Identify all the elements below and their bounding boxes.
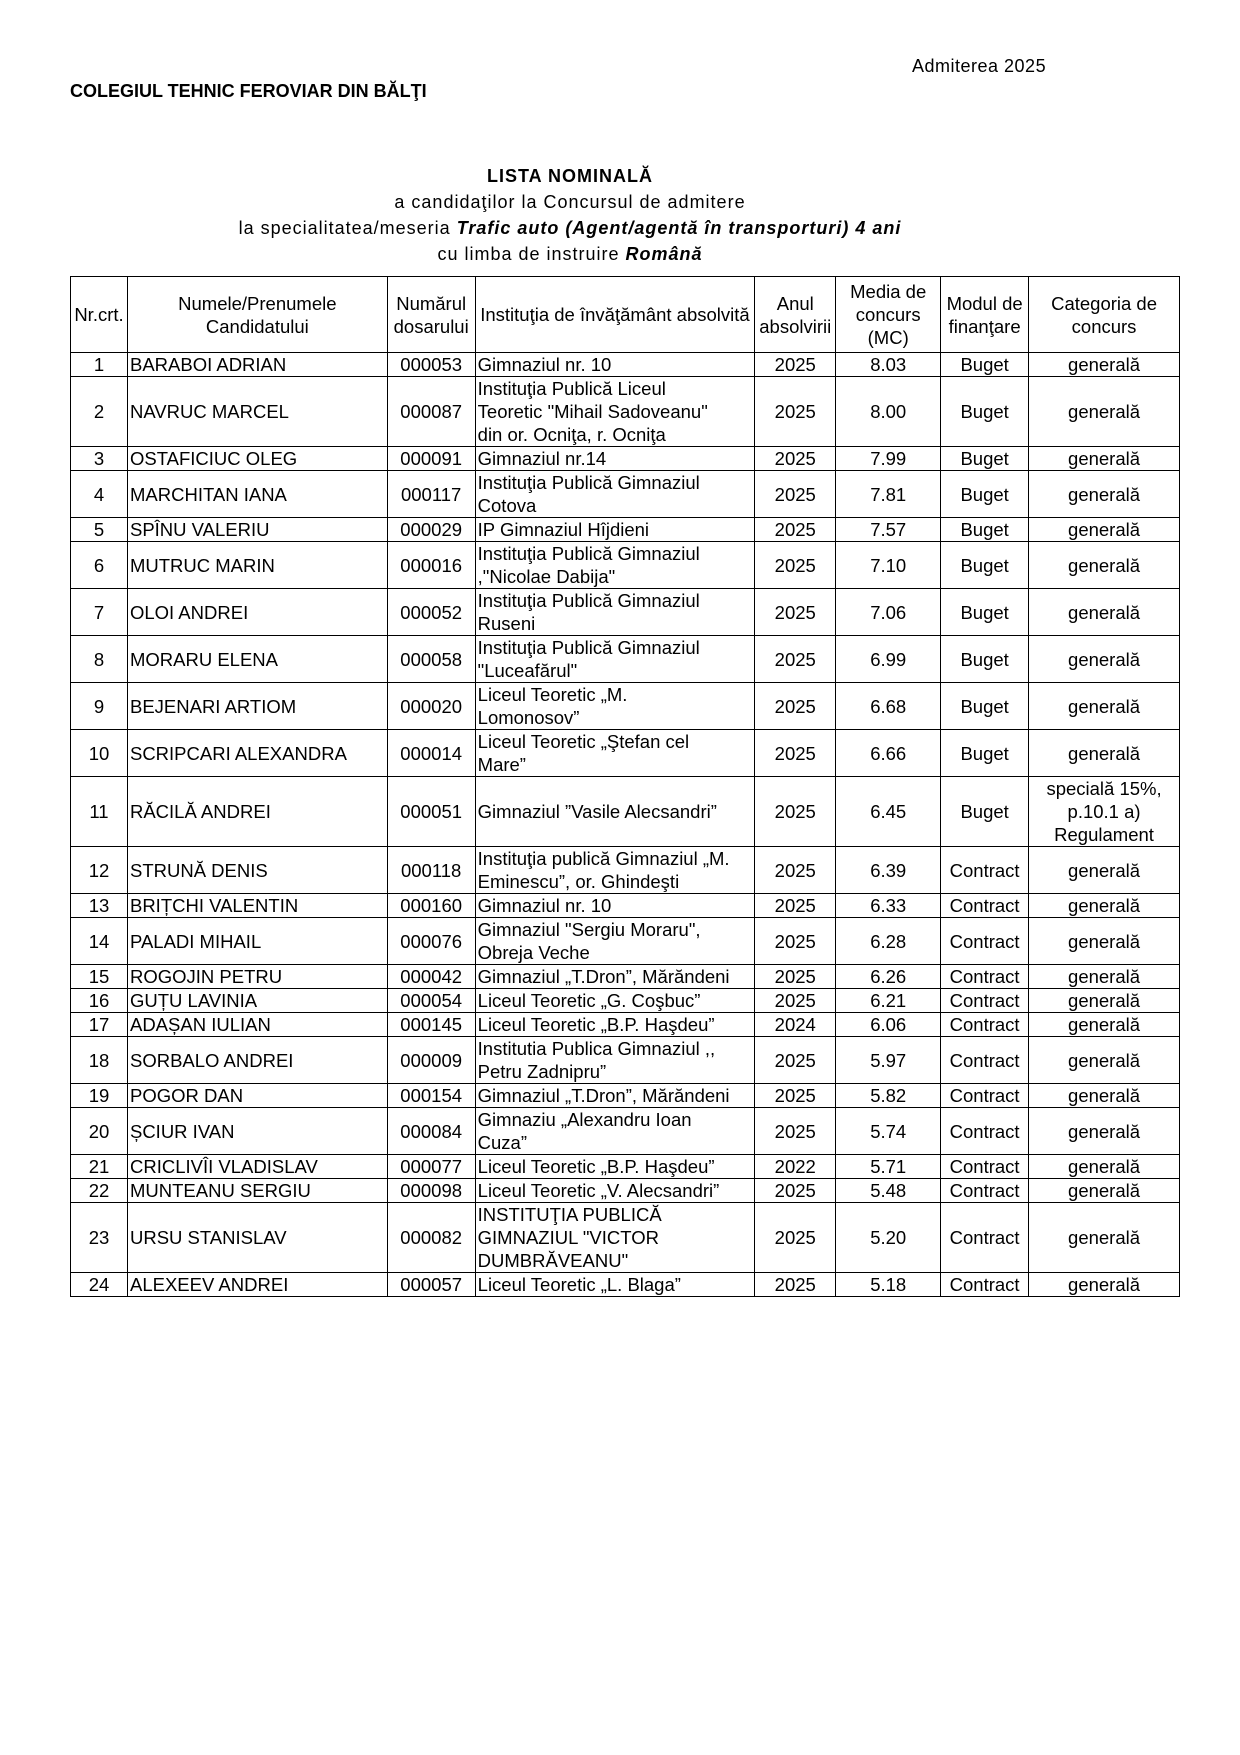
cell-institution: Institutia Publica Gimnaziul ,, Petru Zadnipru” bbox=[475, 1037, 755, 1084]
cell-year: 2025 bbox=[755, 965, 836, 989]
cell-year: 2025 bbox=[755, 847, 836, 894]
cell-year: 2025 bbox=[755, 777, 836, 847]
cell-nr: 5 bbox=[71, 518, 128, 542]
cell-financing: Contract bbox=[941, 847, 1029, 894]
cell-nr: 2 bbox=[71, 377, 128, 447]
cell-financing: Contract bbox=[941, 1179, 1029, 1203]
language-prefix: cu limba de instruire bbox=[437, 244, 626, 264]
cell-year: 2025 bbox=[755, 471, 836, 518]
cell-institution: Gimnaziul nr. 10 bbox=[475, 894, 755, 918]
cell-nr: 6 bbox=[71, 542, 128, 589]
table-row bbox=[71, 1108, 1180, 1155]
cell-dosar: 000029 bbox=[387, 518, 475, 542]
cell-nr: 4 bbox=[71, 471, 128, 518]
cell-dosar: 000082 bbox=[387, 1203, 475, 1273]
cell-nr: 23 bbox=[71, 1203, 128, 1273]
cell-year: 2025 bbox=[755, 730, 836, 777]
cell-year: 2025 bbox=[755, 589, 836, 636]
cell-year: 2025 bbox=[755, 1037, 836, 1084]
cell-year: 2025 bbox=[755, 542, 836, 589]
cell-category: generală bbox=[1029, 377, 1180, 447]
cell-name: SPÎNU VALERIU bbox=[127, 518, 387, 542]
table-row bbox=[71, 353, 1180, 377]
cell-institution: Liceul Teoretic „B.P. Haşdeu” bbox=[475, 1155, 755, 1179]
table-row bbox=[71, 1273, 1180, 1297]
cell-institution: Liceul Teoretic „Ştefan cel Mare” bbox=[475, 730, 755, 777]
cell-year: 2022 bbox=[755, 1155, 836, 1179]
table-row bbox=[71, 683, 1180, 730]
cell-nr: 24 bbox=[71, 1273, 128, 1297]
cell-category: generală bbox=[1029, 518, 1180, 542]
cell-dosar: 000042 bbox=[387, 965, 475, 989]
cell-nr: 10 bbox=[71, 730, 128, 777]
cell-name: SORBALO ANDREI bbox=[127, 1037, 387, 1084]
cell-name: RĂCILĂ ANDREI bbox=[127, 777, 387, 847]
cell-category: generală bbox=[1029, 589, 1180, 636]
cell-category: generală bbox=[1029, 353, 1180, 377]
cell-category: generală bbox=[1029, 730, 1180, 777]
table-row bbox=[71, 377, 1180, 447]
language-line bbox=[0, 241, 1140, 267]
cell-media: 6.99 bbox=[836, 636, 941, 683]
cell-institution: Gimnaziul „T.Dron”, Mărăndeni bbox=[475, 1084, 755, 1108]
table-header-row bbox=[71, 277, 1180, 353]
cell-financing: Buget bbox=[941, 777, 1029, 847]
table-row bbox=[71, 589, 1180, 636]
cell-nr: 8 bbox=[71, 636, 128, 683]
cell-financing: Contract bbox=[941, 1108, 1029, 1155]
table-row bbox=[71, 447, 1180, 471]
cell-nr: 14 bbox=[71, 918, 128, 965]
cell-year: 2025 bbox=[755, 1084, 836, 1108]
table-row bbox=[71, 965, 1180, 989]
cell-financing: Buget bbox=[941, 518, 1029, 542]
cell-institution: Liceul Teoretic „V. Alecsandri” bbox=[475, 1179, 755, 1203]
cell-dosar: 000076 bbox=[387, 918, 475, 965]
cell-dosar: 000160 bbox=[387, 894, 475, 918]
cell-name: NAVRUC MARCEL bbox=[127, 377, 387, 447]
cell-media: 6.39 bbox=[836, 847, 941, 894]
cell-category: generală bbox=[1029, 1273, 1180, 1297]
cell-name: OSTAFICIUC OLEG bbox=[127, 447, 387, 471]
cell-category: generală bbox=[1029, 1179, 1180, 1203]
cell-dosar: 000009 bbox=[387, 1037, 475, 1084]
table-row bbox=[71, 777, 1180, 847]
cell-nr: 20 bbox=[71, 1108, 128, 1155]
header-name: Numele/Prenumele Candidatului bbox=[127, 277, 387, 353]
cell-category: generală bbox=[1029, 1084, 1180, 1108]
cell-dosar: 000058 bbox=[387, 636, 475, 683]
table-row bbox=[71, 1155, 1180, 1179]
cell-nr: 11 bbox=[71, 777, 128, 847]
cell-nr: 22 bbox=[71, 1179, 128, 1203]
cell-name: BARABOI ADRIAN bbox=[127, 353, 387, 377]
cell-institution: Instituţia Publică Liceul Teoretic "Mihail Sadoveanu" din or. Ocniţa, r. Ocniţa bbox=[475, 377, 755, 447]
cell-institution: Gimnaziul nr.14 bbox=[475, 447, 755, 471]
cell-media: 8.03 bbox=[836, 353, 941, 377]
cell-media: 6.28 bbox=[836, 918, 941, 965]
cell-institution: Liceul Teoretic „B.P. Haşdeu” bbox=[475, 1013, 755, 1037]
cell-dosar: 000145 bbox=[387, 1013, 475, 1037]
cell-category: generală bbox=[1029, 918, 1180, 965]
cell-media: 6.68 bbox=[836, 683, 941, 730]
cell-financing: Buget bbox=[941, 447, 1029, 471]
cell-institution: Instituţia Publică Gimnaziul ,"Nicolae Dabija" bbox=[475, 542, 755, 589]
cell-dosar: 000091 bbox=[387, 447, 475, 471]
cell-dosar: 000084 bbox=[387, 1108, 475, 1155]
cell-year: 2025 bbox=[755, 1108, 836, 1155]
cell-nr: 7 bbox=[71, 589, 128, 636]
table-row bbox=[71, 894, 1180, 918]
cell-dosar: 000154 bbox=[387, 1084, 475, 1108]
cell-dosar: 000020 bbox=[387, 683, 475, 730]
cell-financing: Contract bbox=[941, 1203, 1029, 1273]
cell-media: 5.97 bbox=[836, 1037, 941, 1084]
cell-media: 6.33 bbox=[836, 894, 941, 918]
table-row bbox=[71, 1179, 1180, 1203]
cell-institution: INSTITUŢIA PUBLICĂ GIMNAZIUL "VICTOR DUMBRĂVEANU" bbox=[475, 1203, 755, 1273]
cell-name: ȘCIUR IVAN bbox=[127, 1108, 387, 1155]
cell-name: CRICLIVÎI VLADISLAV bbox=[127, 1155, 387, 1179]
cell-dosar: 000098 bbox=[387, 1179, 475, 1203]
cell-name: ROGOJIN PETRU bbox=[127, 965, 387, 989]
cell-name: MUNTEANU SERGIU bbox=[127, 1179, 387, 1203]
cell-institution: Instituţia Publică Gimnaziul "Luceafărul" bbox=[475, 636, 755, 683]
cell-dosar: 000051 bbox=[387, 777, 475, 847]
cell-year: 2025 bbox=[755, 377, 836, 447]
cell-media: 5.20 bbox=[836, 1203, 941, 1273]
cell-institution: Liceul Teoretic „L. Blaga” bbox=[475, 1273, 755, 1297]
cell-nr: 9 bbox=[71, 683, 128, 730]
cell-year: 2025 bbox=[755, 1203, 836, 1273]
cell-category: generală bbox=[1029, 471, 1180, 518]
cell-year: 2025 bbox=[755, 894, 836, 918]
cell-media: 5.82 bbox=[836, 1084, 941, 1108]
cell-category: generală bbox=[1029, 965, 1180, 989]
cell-financing: Contract bbox=[941, 918, 1029, 965]
table-row bbox=[71, 989, 1180, 1013]
table-row bbox=[71, 730, 1180, 777]
cell-year: 2025 bbox=[755, 989, 836, 1013]
cell-dosar: 000053 bbox=[387, 353, 475, 377]
cell-name: ADAȘAN IULIAN bbox=[127, 1013, 387, 1037]
cell-nr: 1 bbox=[71, 353, 128, 377]
header-nr: Nr.crt. bbox=[71, 277, 128, 353]
header-financing: Modul de finanţare bbox=[941, 277, 1029, 353]
specialty-line bbox=[0, 215, 1140, 241]
specialty-prefix: la specialitatea/meseria bbox=[238, 218, 457, 238]
table-row bbox=[71, 1037, 1180, 1084]
cell-financing: Buget bbox=[941, 636, 1029, 683]
cell-category: generală bbox=[1029, 1108, 1180, 1155]
table-row bbox=[71, 471, 1180, 518]
cell-financing: Contract bbox=[941, 965, 1029, 989]
cell-media: 7.10 bbox=[836, 542, 941, 589]
cell-name: STRUNĂ DENIS bbox=[127, 847, 387, 894]
cell-name: MARCHITAN IANA bbox=[127, 471, 387, 518]
table-row bbox=[71, 636, 1180, 683]
cell-institution: Instituţia publică Gimnaziul „M. Eminescu”, or. Ghindeşti bbox=[475, 847, 755, 894]
specialty-name: Trafic auto (Agent/agentă în transporturi) 4 ani bbox=[456, 218, 902, 238]
cell-financing: Buget bbox=[941, 542, 1029, 589]
cell-financing: Buget bbox=[941, 683, 1029, 730]
cell-name: MORARU ELENA bbox=[127, 636, 387, 683]
document-title: LISTA NOMINALĂ bbox=[487, 166, 653, 186]
document-subtitle: a candidaţilor la Concursul de admitere bbox=[394, 192, 746, 212]
cell-nr: 13 bbox=[71, 894, 128, 918]
table-row bbox=[71, 1013, 1180, 1037]
cell-name: MUTRUC MARIN bbox=[127, 542, 387, 589]
cell-financing: Contract bbox=[941, 894, 1029, 918]
cell-financing: Buget bbox=[941, 589, 1029, 636]
cell-dosar: 000117 bbox=[387, 471, 475, 518]
header-year: Anul absolvirii bbox=[755, 277, 836, 353]
cell-media: 7.57 bbox=[836, 518, 941, 542]
header-category: Categoria de concurs bbox=[1029, 277, 1180, 353]
cell-dosar: 000057 bbox=[387, 1273, 475, 1297]
cell-institution: Instituţia Publică Gimnaziul Cotova bbox=[475, 471, 755, 518]
cell-media: 5.48 bbox=[836, 1179, 941, 1203]
cell-category: generală bbox=[1029, 847, 1180, 894]
cell-media: 5.74 bbox=[836, 1108, 941, 1155]
cell-name: GUȚU LAVINIA bbox=[127, 989, 387, 1013]
cell-name: SCRIPCARI ALEXANDRA bbox=[127, 730, 387, 777]
cell-nr: 19 bbox=[71, 1084, 128, 1108]
cell-dosar: 000118 bbox=[387, 847, 475, 894]
table-row bbox=[71, 1203, 1180, 1273]
cell-media: 5.71 bbox=[836, 1155, 941, 1179]
cell-dosar: 000087 bbox=[387, 377, 475, 447]
cell-category: generală bbox=[1029, 1037, 1180, 1084]
cell-year: 2025 bbox=[755, 1179, 836, 1203]
cell-media: 6.26 bbox=[836, 965, 941, 989]
cell-year: 2025 bbox=[755, 353, 836, 377]
cell-dosar: 000052 bbox=[387, 589, 475, 636]
cell-financing: Buget bbox=[941, 471, 1029, 518]
cell-name: URSU STANISLAV bbox=[127, 1203, 387, 1273]
cell-financing: Contract bbox=[941, 1155, 1029, 1179]
cell-financing: Contract bbox=[941, 989, 1029, 1013]
table-row bbox=[71, 1084, 1180, 1108]
cell-year: 2025 bbox=[755, 918, 836, 965]
cell-year: 2025 bbox=[755, 447, 836, 471]
cell-nr: 15 bbox=[71, 965, 128, 989]
cell-financing: Contract bbox=[941, 1084, 1029, 1108]
cell-institution: Gimnaziul „T.Dron”, Mărăndeni bbox=[475, 965, 755, 989]
cell-dosar: 000016 bbox=[387, 542, 475, 589]
cell-name: ALEXEEV ANDREI bbox=[127, 1273, 387, 1297]
institution-name: COLEGIUL TEHNIC FEROVIAR DIN BĂLŢI bbox=[70, 81, 427, 101]
cell-category: generală bbox=[1029, 542, 1180, 589]
cell-category: generală bbox=[1029, 1203, 1180, 1273]
cell-financing: Buget bbox=[941, 353, 1029, 377]
cell-media: 8.00 bbox=[836, 377, 941, 447]
cell-category: generală bbox=[1029, 1155, 1180, 1179]
header-media: Media de concurs (MC) bbox=[836, 277, 941, 353]
cell-nr: 3 bbox=[71, 447, 128, 471]
cell-category: generală bbox=[1029, 989, 1180, 1013]
cell-name: PALADI MIHAIL bbox=[127, 918, 387, 965]
cell-category: generală bbox=[1029, 894, 1180, 918]
cell-institution: Liceul Teoretic „M. Lomonosov” bbox=[475, 683, 755, 730]
cell-institution: Gimnaziul ”Vasile Alecsandri” bbox=[475, 777, 755, 847]
cell-dosar: 000054 bbox=[387, 989, 475, 1013]
header-institution: Instituţia de învăţământ absolvită bbox=[475, 277, 755, 353]
cell-media: 7.99 bbox=[836, 447, 941, 471]
table-row bbox=[71, 518, 1180, 542]
cell-institution: Gimnaziul "Sergiu Moraru", Obreja Veche bbox=[475, 918, 755, 965]
cell-media: 6.06 bbox=[836, 1013, 941, 1037]
cell-name: POGOR DAN bbox=[127, 1084, 387, 1108]
cell-financing: Buget bbox=[941, 377, 1029, 447]
table-body bbox=[71, 353, 1180, 1297]
table-row bbox=[71, 542, 1180, 589]
cell-media: 6.66 bbox=[836, 730, 941, 777]
cell-year: 2024 bbox=[755, 1013, 836, 1037]
cell-financing: Contract bbox=[941, 1037, 1029, 1084]
cell-nr: 16 bbox=[71, 989, 128, 1013]
cell-category: generală bbox=[1029, 1013, 1180, 1037]
cell-media: 5.18 bbox=[836, 1273, 941, 1297]
cell-nr: 12 bbox=[71, 847, 128, 894]
cell-media: 6.45 bbox=[836, 777, 941, 847]
cell-category: generală bbox=[1029, 683, 1180, 730]
cell-financing: Contract bbox=[941, 1273, 1029, 1297]
cell-institution: Gimnaziu „Alexandru Ioan Cuza” bbox=[475, 1108, 755, 1155]
header-dosar: Numărul dosarului bbox=[387, 277, 475, 353]
admission-year-label: Admiterea 2025 bbox=[912, 56, 1047, 76]
table-row bbox=[71, 918, 1180, 965]
cell-nr: 17 bbox=[71, 1013, 128, 1037]
cell-name: OLOI ANDREI bbox=[127, 589, 387, 636]
document-title-block bbox=[0, 163, 1140, 267]
cell-institution: Instituţia Publică Gimnaziul Ruseni bbox=[475, 589, 755, 636]
cell-category: generală bbox=[1029, 636, 1180, 683]
cell-financing: Contract bbox=[941, 1013, 1029, 1037]
cell-media: 7.81 bbox=[836, 471, 941, 518]
cell-financing: Buget bbox=[941, 730, 1029, 777]
table-row bbox=[71, 847, 1180, 894]
cell-year: 2025 bbox=[755, 636, 836, 683]
cell-media: 7.06 bbox=[836, 589, 941, 636]
cell-year: 2025 bbox=[755, 518, 836, 542]
cell-nr: 18 bbox=[71, 1037, 128, 1084]
cell-media: 6.21 bbox=[836, 989, 941, 1013]
candidates-table bbox=[70, 276, 1180, 1297]
cell-institution: Gimnaziul nr. 10 bbox=[475, 353, 755, 377]
cell-category: generală bbox=[1029, 447, 1180, 471]
cell-year: 2025 bbox=[755, 1273, 836, 1297]
cell-institution: Liceul Teoretic „G. Coşbuc” bbox=[475, 989, 755, 1013]
cell-dosar: 000014 bbox=[387, 730, 475, 777]
cell-dosar: 000077 bbox=[387, 1155, 475, 1179]
cell-institution: IP Gimnaziul Hîjdieni bbox=[475, 518, 755, 542]
cell-category: specială 15%, p.10.1 a) Regulament bbox=[1029, 777, 1180, 847]
cell-nr: 21 bbox=[71, 1155, 128, 1179]
cell-year: 2025 bbox=[755, 683, 836, 730]
language-name: Română bbox=[625, 244, 703, 264]
cell-name: BEJENARI ARTIOM bbox=[127, 683, 387, 730]
cell-name: BRIȚCHI VALENTIN bbox=[127, 894, 387, 918]
